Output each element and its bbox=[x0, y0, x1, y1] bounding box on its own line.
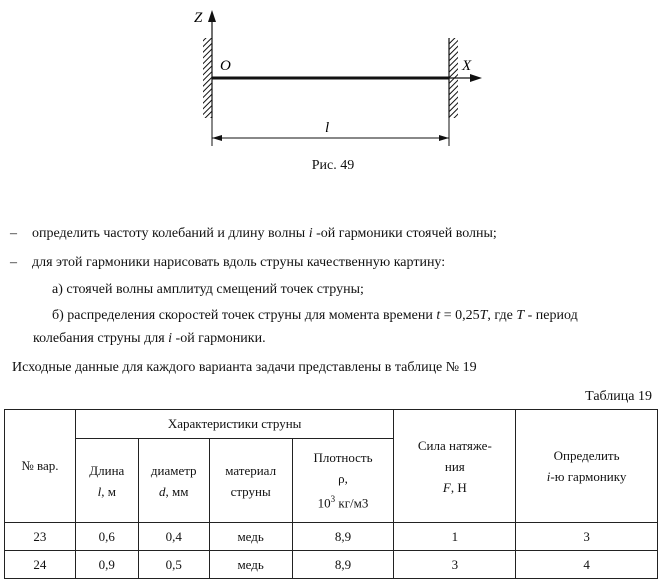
harmonic-index-symbol: i bbox=[168, 331, 173, 346]
dimension-arrow-right bbox=[439, 135, 449, 141]
table-caption: Таблица 19 bbox=[585, 389, 652, 404]
harmonic-line1: Определить bbox=[553, 448, 620, 463]
sub-item-a: а) стоячей волны амплитуд смещений точек струны; bbox=[52, 282, 364, 297]
figure-caption: Рис. 49 bbox=[311, 158, 355, 173]
table-row bbox=[5, 551, 658, 579]
density-unit-sup: 3 bbox=[330, 494, 336, 505]
header-harmonic bbox=[516, 410, 658, 523]
material-line2: струны bbox=[230, 483, 271, 499]
period-symbol-2: T bbox=[516, 308, 525, 323]
header-tension bbox=[394, 410, 516, 523]
tension-unit bbox=[396, 477, 513, 498]
sub-b-value: = 0,25 bbox=[440, 308, 480, 323]
header-length bbox=[75, 439, 138, 523]
sub-item-b-continued bbox=[33, 331, 266, 347]
harmonic-index-symbol: i bbox=[308, 226, 313, 241]
tension-line2: ния bbox=[444, 458, 465, 474]
tension-unit-text: , Н bbox=[450, 479, 467, 495]
cell-diameter: 0,4 bbox=[138, 523, 209, 551]
time-symbol: t bbox=[436, 308, 441, 323]
bullet-dash: – bbox=[10, 255, 17, 270]
sub-b-cont-text-2: -ой гармоники. bbox=[172, 331, 266, 346]
density-line2: ρ, bbox=[338, 471, 348, 487]
cell-density: 8,9 bbox=[292, 551, 394, 579]
string-diagram bbox=[0, 0, 666, 160]
z-axis-arrow bbox=[208, 10, 216, 22]
bullet-item-1 bbox=[10, 226, 497, 242]
x-axis-arrow bbox=[470, 74, 482, 82]
x-axis-label: X bbox=[462, 58, 472, 74]
length-label: l bbox=[325, 120, 330, 136]
cell-material: медь bbox=[209, 523, 292, 551]
cell-material: медь bbox=[209, 551, 292, 579]
harmonic-symbol: i bbox=[546, 469, 551, 484]
density-unit-pre: 10 bbox=[317, 495, 331, 511]
header-density bbox=[292, 439, 394, 523]
cell-diameter: 0,5 bbox=[138, 551, 209, 579]
header-material bbox=[209, 439, 292, 523]
length-symbol: l bbox=[97, 483, 102, 499]
cell-length: 0,9 bbox=[75, 551, 138, 579]
sub-item-b bbox=[52, 308, 578, 324]
diameter-symbol: d bbox=[159, 483, 166, 499]
density-unit bbox=[295, 489, 392, 513]
tension-line1: Сила натяже- bbox=[417, 437, 492, 453]
intro-text: Исходные данные для каждого варианта задачи представлены в таблице № 19 bbox=[12, 360, 477, 375]
z-axis-label: Z bbox=[194, 10, 203, 26]
material-line1: материал bbox=[225, 462, 277, 478]
cell-harmonic: 3 bbox=[516, 523, 658, 551]
harmonic-line2-text: -ю гармонику bbox=[550, 469, 627, 484]
density-unit-post: кг/м3 bbox=[335, 495, 369, 511]
cell-variant: 23 bbox=[5, 523, 76, 551]
origin-label: O bbox=[220, 58, 231, 74]
sub-b-text-2: , где bbox=[487, 308, 517, 323]
dimension-arrow-left bbox=[212, 135, 222, 141]
diameter-unit-text: , мм bbox=[165, 483, 189, 499]
cell-density: 8,9 bbox=[292, 523, 394, 551]
data-table bbox=[4, 409, 658, 579]
sub-b-cont-text: колебания струны для bbox=[33, 331, 169, 346]
bullet-text: для этой гармоники нарисовать вдоль струны качественную картину: bbox=[32, 255, 446, 270]
diameter-name: диаметр bbox=[150, 462, 197, 478]
length-name: Длина bbox=[89, 462, 125, 478]
length-unit-text: , м bbox=[101, 483, 116, 499]
cell-variant: 24 bbox=[5, 551, 76, 579]
bullet-text: определить частоту колебаний и длину волны bbox=[32, 226, 309, 241]
period-symbol: T bbox=[479, 308, 488, 323]
harmonic-line2 bbox=[518, 466, 655, 487]
table-row bbox=[5, 523, 658, 551]
bullet-item-2 bbox=[10, 255, 445, 271]
cell-harmonic: 4 bbox=[516, 551, 658, 579]
header-variant: № вар. bbox=[5, 410, 76, 523]
density-line1: Плотность bbox=[313, 450, 373, 466]
length-unit bbox=[78, 481, 136, 502]
cell-tension: 1 bbox=[394, 523, 516, 551]
sub-b-text: б) распределения скоростей точек струны для момента времени bbox=[52, 308, 437, 323]
header-diameter bbox=[138, 439, 209, 523]
header-string-characteristics: Характеристики струны bbox=[75, 410, 394, 439]
cell-tension: 3 bbox=[394, 551, 516, 579]
diameter-unit bbox=[141, 481, 207, 502]
sub-b-text-3: - период bbox=[524, 308, 578, 323]
tension-symbol: F bbox=[442, 479, 451, 495]
left-wall-hatch bbox=[203, 38, 212, 118]
cell-length: 0,6 bbox=[75, 523, 138, 551]
bullet-text-end: -ой гармоники стоячей волны; bbox=[312, 226, 497, 241]
bullet-dash: – bbox=[10, 226, 17, 241]
